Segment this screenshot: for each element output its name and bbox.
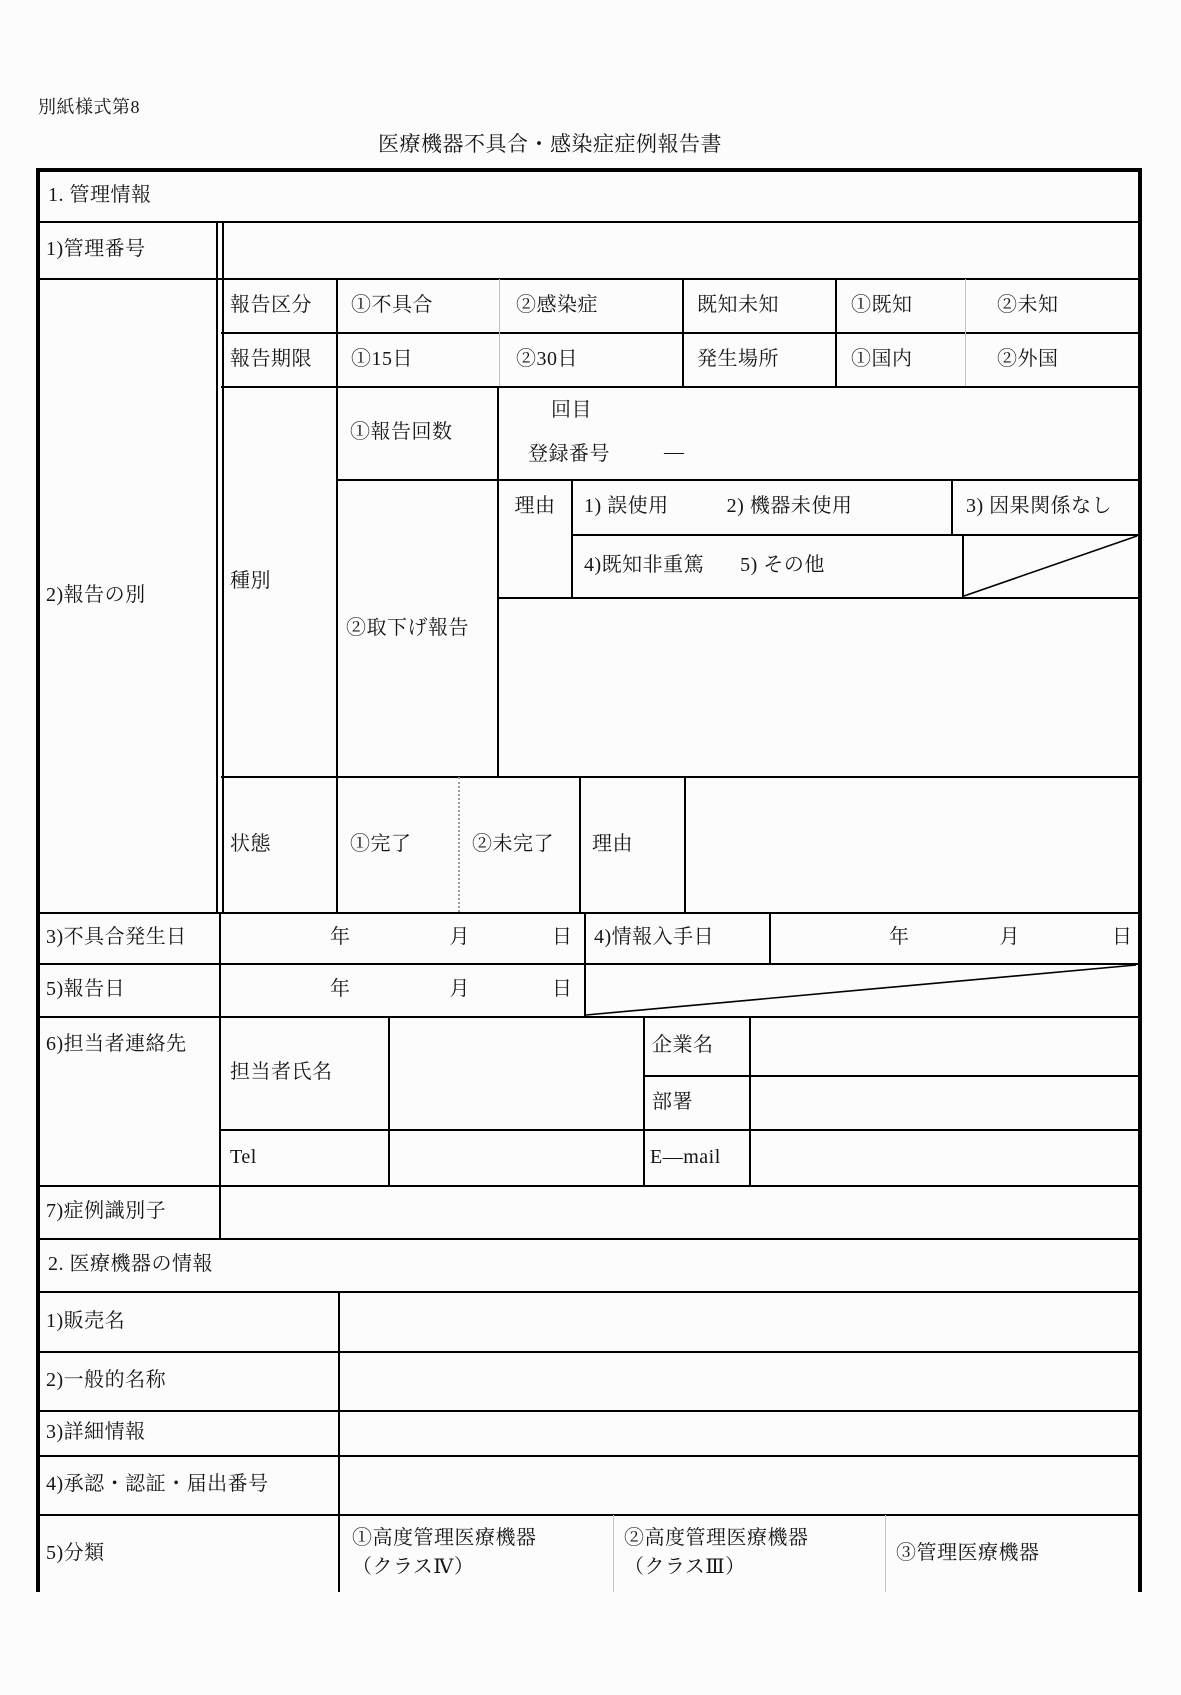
joutai-reason-label: 理由 xyxy=(592,832,633,855)
withdrawal-reason-label: 理由 xyxy=(514,495,556,517)
contact-dept-label: 部署 xyxy=(652,1090,693,1113)
option-separator xyxy=(613,1515,614,1592)
month-label: 月 xyxy=(449,978,470,1000)
touroku-bango-label: 登録番号 xyxy=(528,442,610,465)
classification-opt1 xyxy=(352,1514,607,1592)
approval-number-label: 4)承認・認証・届出番号 xyxy=(46,1473,269,1495)
classification-opt1-line1: ①高度管理医療機器 xyxy=(352,1527,537,1549)
withdrawal-label: ②取下げ報告 xyxy=(346,616,469,639)
year-label: 年 xyxy=(330,926,351,948)
known-unknown-opt2: ②未知 xyxy=(997,293,1059,316)
malfunction-date-field xyxy=(222,912,582,963)
known-unknown-opt1: ①既知 xyxy=(851,293,913,316)
reason-2: 2) 機器未使用 xyxy=(726,495,853,517)
management-number-field xyxy=(222,221,1138,278)
withdrawal-reasons-row1 xyxy=(584,479,944,534)
day-label: 日 xyxy=(552,926,573,948)
grid-line-v xyxy=(388,1016,390,1186)
contact-label: 6)担当者連絡先 xyxy=(46,1033,187,1055)
report-date-label: 5)報告日 xyxy=(46,978,126,1000)
classification-opt2 xyxy=(624,1514,879,1592)
grid-line-v xyxy=(571,479,573,598)
report-deadline-opt2: ②30日 xyxy=(516,347,578,370)
case-id-label: 7)症例識別子 xyxy=(46,1200,167,1222)
occurrence-place-opt2: ②外国 xyxy=(997,347,1059,370)
report-date-field xyxy=(222,963,582,1016)
known-unknown-label: 既知未知 xyxy=(697,293,779,316)
withdrawal-reason-3: 3) 因果関係なし xyxy=(966,495,1113,517)
contact-name-label: 担当者氏名 xyxy=(230,1061,333,1083)
generic-name-label: 2)一般的名称 xyxy=(46,1369,167,1391)
month-label: 月 xyxy=(999,926,1020,948)
grid-line-v xyxy=(222,221,224,912)
grid-line-v xyxy=(835,278,837,386)
report-category-label: 報告区分 xyxy=(230,293,312,316)
report-type-label: 2)報告の別 xyxy=(46,583,146,606)
sales-name-label: 1)販売名 xyxy=(46,1309,126,1332)
report-count-label: ①報告回数 xyxy=(350,421,453,443)
occurrence-place-label: 発生場所 xyxy=(697,347,779,370)
management-number-label: 1)管理番号 xyxy=(46,238,146,260)
grid-line-v xyxy=(219,912,221,1238)
malfunction-date-label: 3)不具合発生日 xyxy=(46,926,187,948)
withdrawal-reasons-row2 xyxy=(584,534,959,597)
page-title: 医療機器不具合・感染症症例報告書 xyxy=(378,131,722,156)
grid-line-v xyxy=(216,221,218,912)
option-separator xyxy=(885,1515,886,1592)
dotted-separator xyxy=(458,777,460,912)
joutai-opt1: ①完了 xyxy=(350,832,412,855)
info-date-field xyxy=(771,912,1138,963)
option-separator xyxy=(499,279,500,386)
grid-line-v xyxy=(682,278,684,386)
kaime-label: 回目 xyxy=(551,398,592,421)
report-category-opt1: ①不具合 xyxy=(351,293,433,316)
year-label: 年 xyxy=(330,978,351,1000)
reason-1: 1) 誤使用 xyxy=(584,495,669,517)
grid-line-v xyxy=(338,1291,340,1592)
contact-company-label: 企業名 xyxy=(652,1034,714,1056)
contact-email-label: E—mail xyxy=(650,1145,721,1168)
classification-opt2-line1: ②高度管理医療機器 xyxy=(624,1527,809,1549)
classification-opt1-line2: （クラスⅣ） xyxy=(352,1556,475,1578)
grid-line-v xyxy=(584,912,586,1017)
occurrence-place-opt1: ①国内 xyxy=(851,347,913,370)
day-label: 日 xyxy=(552,978,573,1000)
joutai-opt2: ②未完了 xyxy=(472,832,554,855)
section2-heading: 2. 医療機器の情報 xyxy=(48,1253,213,1275)
form-note: 別紙様式第8 xyxy=(38,96,140,117)
grid-line-v xyxy=(951,479,953,535)
grid-line-h xyxy=(497,597,1138,599)
grid-line-v xyxy=(643,1016,645,1186)
section1-heading: 1. 管理情報 xyxy=(48,184,152,206)
reason-4: 4)既知非重篤 xyxy=(584,554,705,576)
option-separator xyxy=(965,279,966,386)
grid-line-v xyxy=(749,1016,751,1186)
report-deadline-opt1: ①15日 xyxy=(351,347,413,370)
day-label: 日 xyxy=(1112,926,1133,948)
classification-opt3: ③管理医療機器 xyxy=(896,1541,1040,1564)
year-label: 年 xyxy=(889,926,910,948)
grid-line-v xyxy=(962,534,964,598)
grid-line-v xyxy=(497,386,499,777)
grid-line-v xyxy=(579,776,581,913)
detail-info-label: 3)詳細情報 xyxy=(46,1421,146,1443)
month-label: 月 xyxy=(449,926,470,948)
classification-label: 5)分類 xyxy=(46,1541,105,1564)
report-category-opt2: ②感染症 xyxy=(516,293,598,316)
contact-tel-label: Tel xyxy=(230,1145,257,1168)
info-date-label: 4)情報入手日 xyxy=(594,926,715,948)
grid-line-v xyxy=(684,776,686,913)
touroku-bango-dash: — xyxy=(664,440,685,463)
table-border-right xyxy=(1138,168,1142,1592)
classification-opt2-line2: （クラスⅢ） xyxy=(624,1556,746,1578)
report-deadline-label: 報告期限 xyxy=(230,347,312,370)
table-border-left xyxy=(36,168,40,1592)
reason-5: 5) その他 xyxy=(740,554,825,576)
grid-line-v xyxy=(336,278,338,912)
joutai-label: 状態 xyxy=(230,832,271,855)
shubetsu-label: 種別 xyxy=(230,569,271,592)
